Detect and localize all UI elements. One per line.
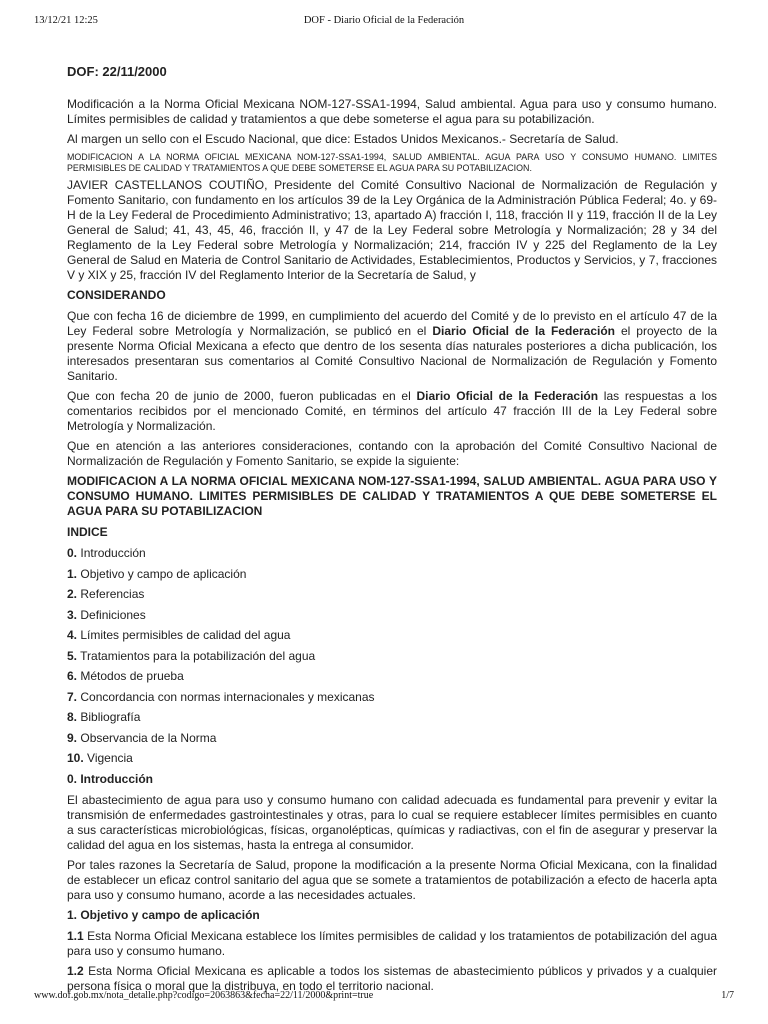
main-title: MODIFICACION A LA NORMA OFICIAL MEXICANA NOM-127-SSA1-1994, SALUD AMBIENTAL. AGUA PARA USO Y CONSUMO HUMANO. LIMITES PERMISIBLES DE CALIDAD Y TRATAMIENTOS A QUE DEBE SOMETERSE EL AGUA PARA SU POTABILIZACION bbox=[67, 474, 717, 518]
index-item bbox=[67, 628, 717, 643]
print-url: www.dof.gob.mx/nota_detalle.php?codigo=2063863&fecha=22/11/2000&print=true bbox=[34, 990, 374, 1001]
considerando-paragraph-2 bbox=[67, 389, 717, 434]
index-number: 2. bbox=[67, 587, 78, 601]
index-label: Objetivo y campo de aplicación bbox=[80, 566, 247, 581]
considerando-2-text-b: las respuestas a los comentarios recibidos por el mencionado Comité, en términos del artículo 47 fracción III de la Ley Federal sobre Metrología y Normalización. bbox=[67, 389, 718, 433]
clause-text: Esta Norma Oficial Mexicana establece los límites permisibles de calidad y los tratamientos de potabilización del agua para uso y consumo humano. bbox=[67, 928, 717, 958]
section-1-1 bbox=[67, 929, 717, 959]
index-number: 8. bbox=[67, 710, 78, 724]
clause-number: 1.2 bbox=[67, 963, 84, 978]
publication-date: DOF: 22/11/2000 bbox=[67, 64, 167, 79]
index-label: Bibliografía bbox=[80, 710, 141, 724]
dof-reference-2: Diario Oficial de la Federación bbox=[416, 389, 599, 403]
print-page-title: DOF - Diario Oficial de la Federación bbox=[303, 15, 465, 26]
section-1-2 bbox=[67, 964, 717, 994]
index-label: Observancia de la Norma bbox=[80, 730, 217, 745]
index-item bbox=[67, 690, 717, 705]
index-label: Tratamientos para la potabilización del agua bbox=[80, 648, 316, 663]
index-label: Introducción bbox=[80, 546, 146, 560]
considerando-paragraph-3: Que en atención a las anteriores consideraciones, contando con la aprobación del Comité Consultivo Nacional de Normalización de Regulación y Fomento Sanitario, se expide la siguiente: bbox=[67, 439, 717, 468]
print-header bbox=[34, 15, 734, 29]
index-item bbox=[67, 731, 717, 746]
index-number: 10. bbox=[67, 751, 84, 765]
index-item bbox=[67, 649, 717, 664]
caps-title: MODIFICACION A LA NORMA OFICIAL MEXICANA NOM-127-SSA1-1994, SALUD AMBIENTAL. AGUA PARA USO Y CONSUMO HUMANO. LIMITES PERMISIBLES DE CALIDAD Y TRATAMIENTOS A QUE DEBE SOMETERSE EL AGUA PARA SU POTABILIZACION. bbox=[67, 152, 717, 173]
index-number: 1. bbox=[67, 566, 78, 581]
section-1-heading: 1. Objetivo y campo de aplicación bbox=[67, 907, 260, 922]
considerando-1-text-b: el proyecto de la presente Norma Oficial Mexicana a efecto que dentro de los sesenta días naturales posteriores a dicha publicación, los interesados presentaran sus comentarios al Comité Consultivo Nacional de Normalización de Regulación y Fomento Sanitario. bbox=[67, 324, 717, 383]
print-footer bbox=[34, 990, 734, 1004]
page-number: 1/7 bbox=[721, 990, 734, 1001]
index-list bbox=[67, 546, 717, 766]
index-number: 9. bbox=[67, 730, 78, 745]
section-0-paragraph-2: Por tales razones la Secretaría de Salud, propone la modificación a la presente Norma Oficial Mexicana, con la finalidad de establecer un eficaz control sanitario del agua que se somete a tratamientos de potabilización a efecto de hacerla apta para uso y consumo humano, acorde a las necesidades actuales. bbox=[67, 857, 717, 902]
document-body bbox=[67, 64, 717, 999]
intro-title: Modificación a la Norma Oficial Mexicana NOM-127-SSA1-1994, Salud ambiental. Agua para uso y consumo humano. Límites permisibles de calidad y tratamientos a que debe someterse el agua para su potabilización. bbox=[67, 97, 717, 126]
section-0-heading: 0. Introducción bbox=[67, 771, 154, 786]
considerando-heading: CONSIDERANDO bbox=[67, 288, 166, 302]
considerando-2-text-a: Que con fecha 20 de junio de 2000, fueron publicadas en el bbox=[67, 389, 417, 403]
index-number: 3. bbox=[67, 607, 78, 622]
clause-text: Esta Norma Oficial Mexicana es aplicable a todos los sistemas de abastecimiento públicos y privados y a cualquier persona física o moral que la distribuya, en todo el territorio nacional. bbox=[67, 963, 717, 993]
preamble: JAVIER CASTELLANOS COUTIÑO, Presidente del Comité Consultivo Nacional de Normalización de Regulación y Fomento Sanitario, con fundamento en los artículos 39 de la Ley Orgánica de la Administración Pública Federal; 4o. y 69-H de la Ley Federal de Procedimiento Administrativo; 13, apartado A) fracción I, 118, fracción II y 119, fracción II de la Ley General de Salud; 41, 43, 45, 46, fracción II, y 47 de la Ley Federal sobre Metrología y Normalización; 28 y 34 del Reglamento de la Ley Federal sobre Metrología y Normalización; 214, fracción IV y 225 del Reglamento de la Ley General de Salud en Materia de Control Sanitario de Actividades, Establecimientos, Productos y Servicios, y 7, fracciones V y XIX y 25, fracción IV del Reglamento Interior de la Secretaría de Salud, y bbox=[67, 178, 717, 282]
index-item bbox=[67, 669, 717, 684]
index-label: Definiciones bbox=[80, 607, 146, 622]
seal-note: Al margen un sello con el Escudo Nacional, que dice: Estados Unidos Mexicanos.- Secretaría de Salud. bbox=[67, 132, 619, 146]
section-0-paragraph-1: El abastecimiento de agua para uso y consumo humano con calidad adecuada es fundamental para prevenir y evitar la transmisión de enfermedades gastrointestinales y otras, para lo cual se requiere establecer límites permisibles en cuanto a sus características microbiológicas, físicas, organolépticas, químicas y radiactivas, con el fin de asegurar y preservar la calidad del agua en los sistemas, hasta la entrega al consumidor. bbox=[67, 792, 717, 852]
index-number: 5. bbox=[67, 648, 78, 663]
index-number: 0. bbox=[67, 546, 78, 560]
index-label: Concordancia con normas internacionales y mexicanas bbox=[80, 689, 375, 704]
index-item bbox=[67, 587, 717, 602]
index-label: Vigencia bbox=[87, 751, 133, 765]
index-number: 7. bbox=[67, 689, 78, 704]
index-heading: INDICE bbox=[67, 525, 108, 539]
index-number: 4. bbox=[67, 628, 78, 642]
index-number: 6. bbox=[67, 669, 78, 683]
index-item bbox=[67, 608, 717, 623]
index-label: Métodos de prueba bbox=[80, 669, 184, 683]
considerando-1-text-a: Que con fecha 16 de diciembre de 1999, en cumplimiento del acuerdo del Comité y de lo previsto en el artículo 47 de la Ley Federal sobre Metrología y Normalización, se publicó en el bbox=[67, 309, 717, 338]
considerando-paragraph-1 bbox=[67, 309, 717, 384]
index-label: Referencias bbox=[80, 587, 145, 601]
index-item bbox=[67, 710, 717, 725]
index-label: Límites permisibles de calidad del agua bbox=[80, 628, 291, 642]
print-datetime: 13/12/21 12:25 bbox=[34, 15, 98, 26]
index-item bbox=[67, 751, 717, 766]
clause-number: 1.1 bbox=[67, 928, 84, 943]
dof-reference-1: Diario Oficial de la Federación bbox=[432, 324, 615, 338]
index-item bbox=[67, 567, 717, 582]
index-item bbox=[67, 546, 717, 561]
